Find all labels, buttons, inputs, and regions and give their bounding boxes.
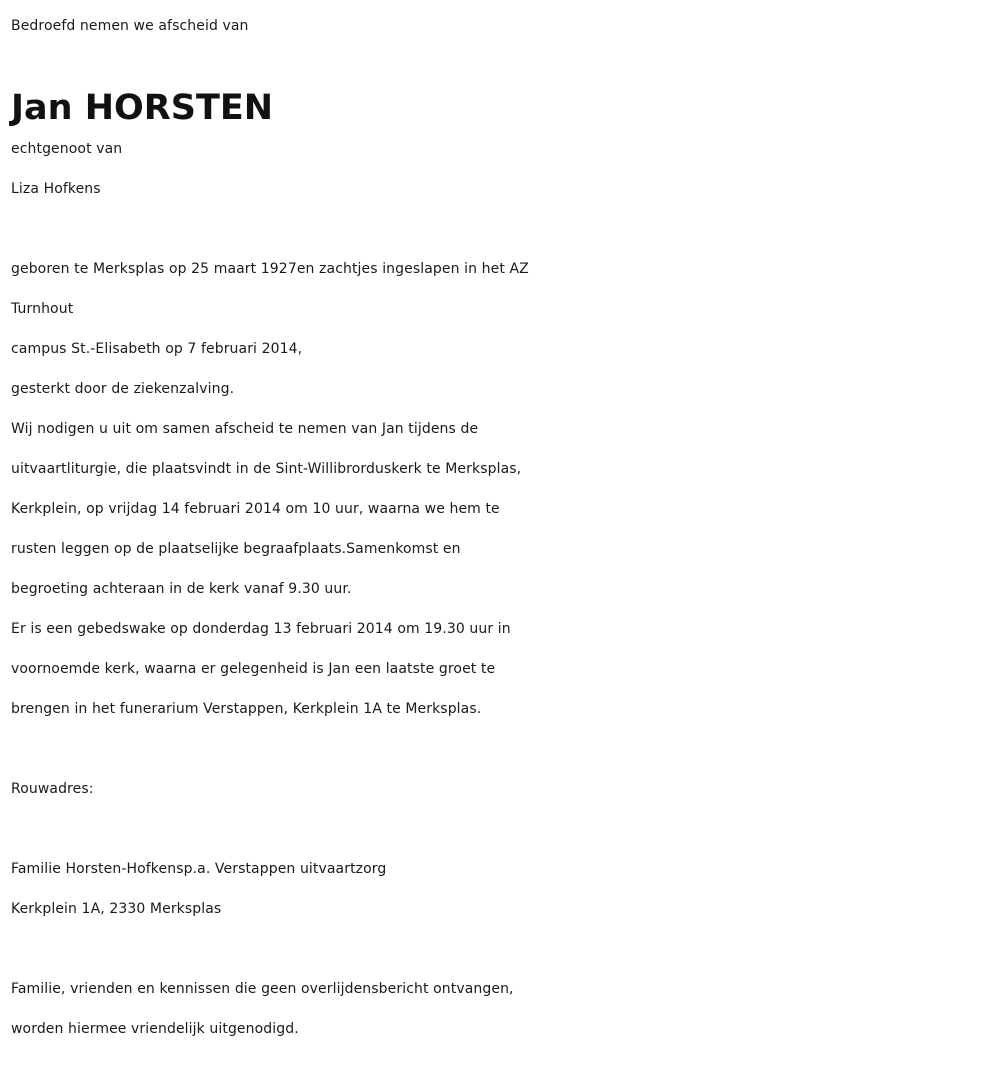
spacer (11, 729, 990, 769)
spacer (11, 929, 990, 969)
intro-text: Bedroefd nemen we afscheid van (11, 18, 249, 34)
body-line: voornoemde kerk, waarna er gelegenheid is Jan een laatste groet te (11, 661, 496, 677)
deceased-name: Jan HORSTEN (11, 88, 274, 128)
obituary-body (11, 249, 990, 729)
closing-text: worden hiermee vriendelijk uitgenodigd. (11, 1021, 299, 1037)
spouse-name: Liza Hofkens (11, 181, 101, 197)
spacer (11, 809, 990, 849)
body-line: Turnhout (11, 301, 74, 317)
body-line: gesterkt door de ziekenzalving. (11, 381, 235, 397)
body-line: begroeting achteraan in de kerk vanaf 9.30 uur. (11, 581, 352, 597)
body-line: rusten leggen op de plaatselijke begraafplaats.Samenkomst en (11, 541, 461, 557)
spouse-label: echtgenoot van (11, 141, 123, 157)
body-line: Wij nodigen u uit om samen afscheid te nemen van Jan tijdens de (11, 421, 479, 437)
body-line: uitvaartliturgie, die plaatsvindt in de Sint-Willibrorduskerk te Merksplas, (11, 461, 522, 477)
body-line: Kerkplein, op vrijdag 14 februari 2014 om 10 uur, waarna we hem te (11, 501, 500, 517)
body-line: Er is een gebedswake op donderdag 13 februari 2014 om 19.30 uur in (11, 621, 511, 637)
body-line: campus St.-Elisabeth op 7 februari 2014, (11, 341, 303, 357)
closing-text: Familie, vrienden en kennissen die geen overlijdensbericht ontvangen, (11, 981, 514, 997)
body-line: brengen in het funerarium Verstappen, Kerkplein 1A te Merksplas. (11, 701, 482, 717)
body-line: geboren te Merksplas op 25 maart 1927en zachtjes ingeslapen in het AZ (11, 261, 529, 277)
address-street: Kerkplein 1A, 2330 Merksplas (11, 901, 222, 917)
rouwadres-label: Rouwadres: (11, 781, 94, 797)
spacer (11, 209, 990, 249)
address-name: Familie Horsten-Hofkensp.a. Verstappen uitvaartzorg (11, 861, 387, 877)
